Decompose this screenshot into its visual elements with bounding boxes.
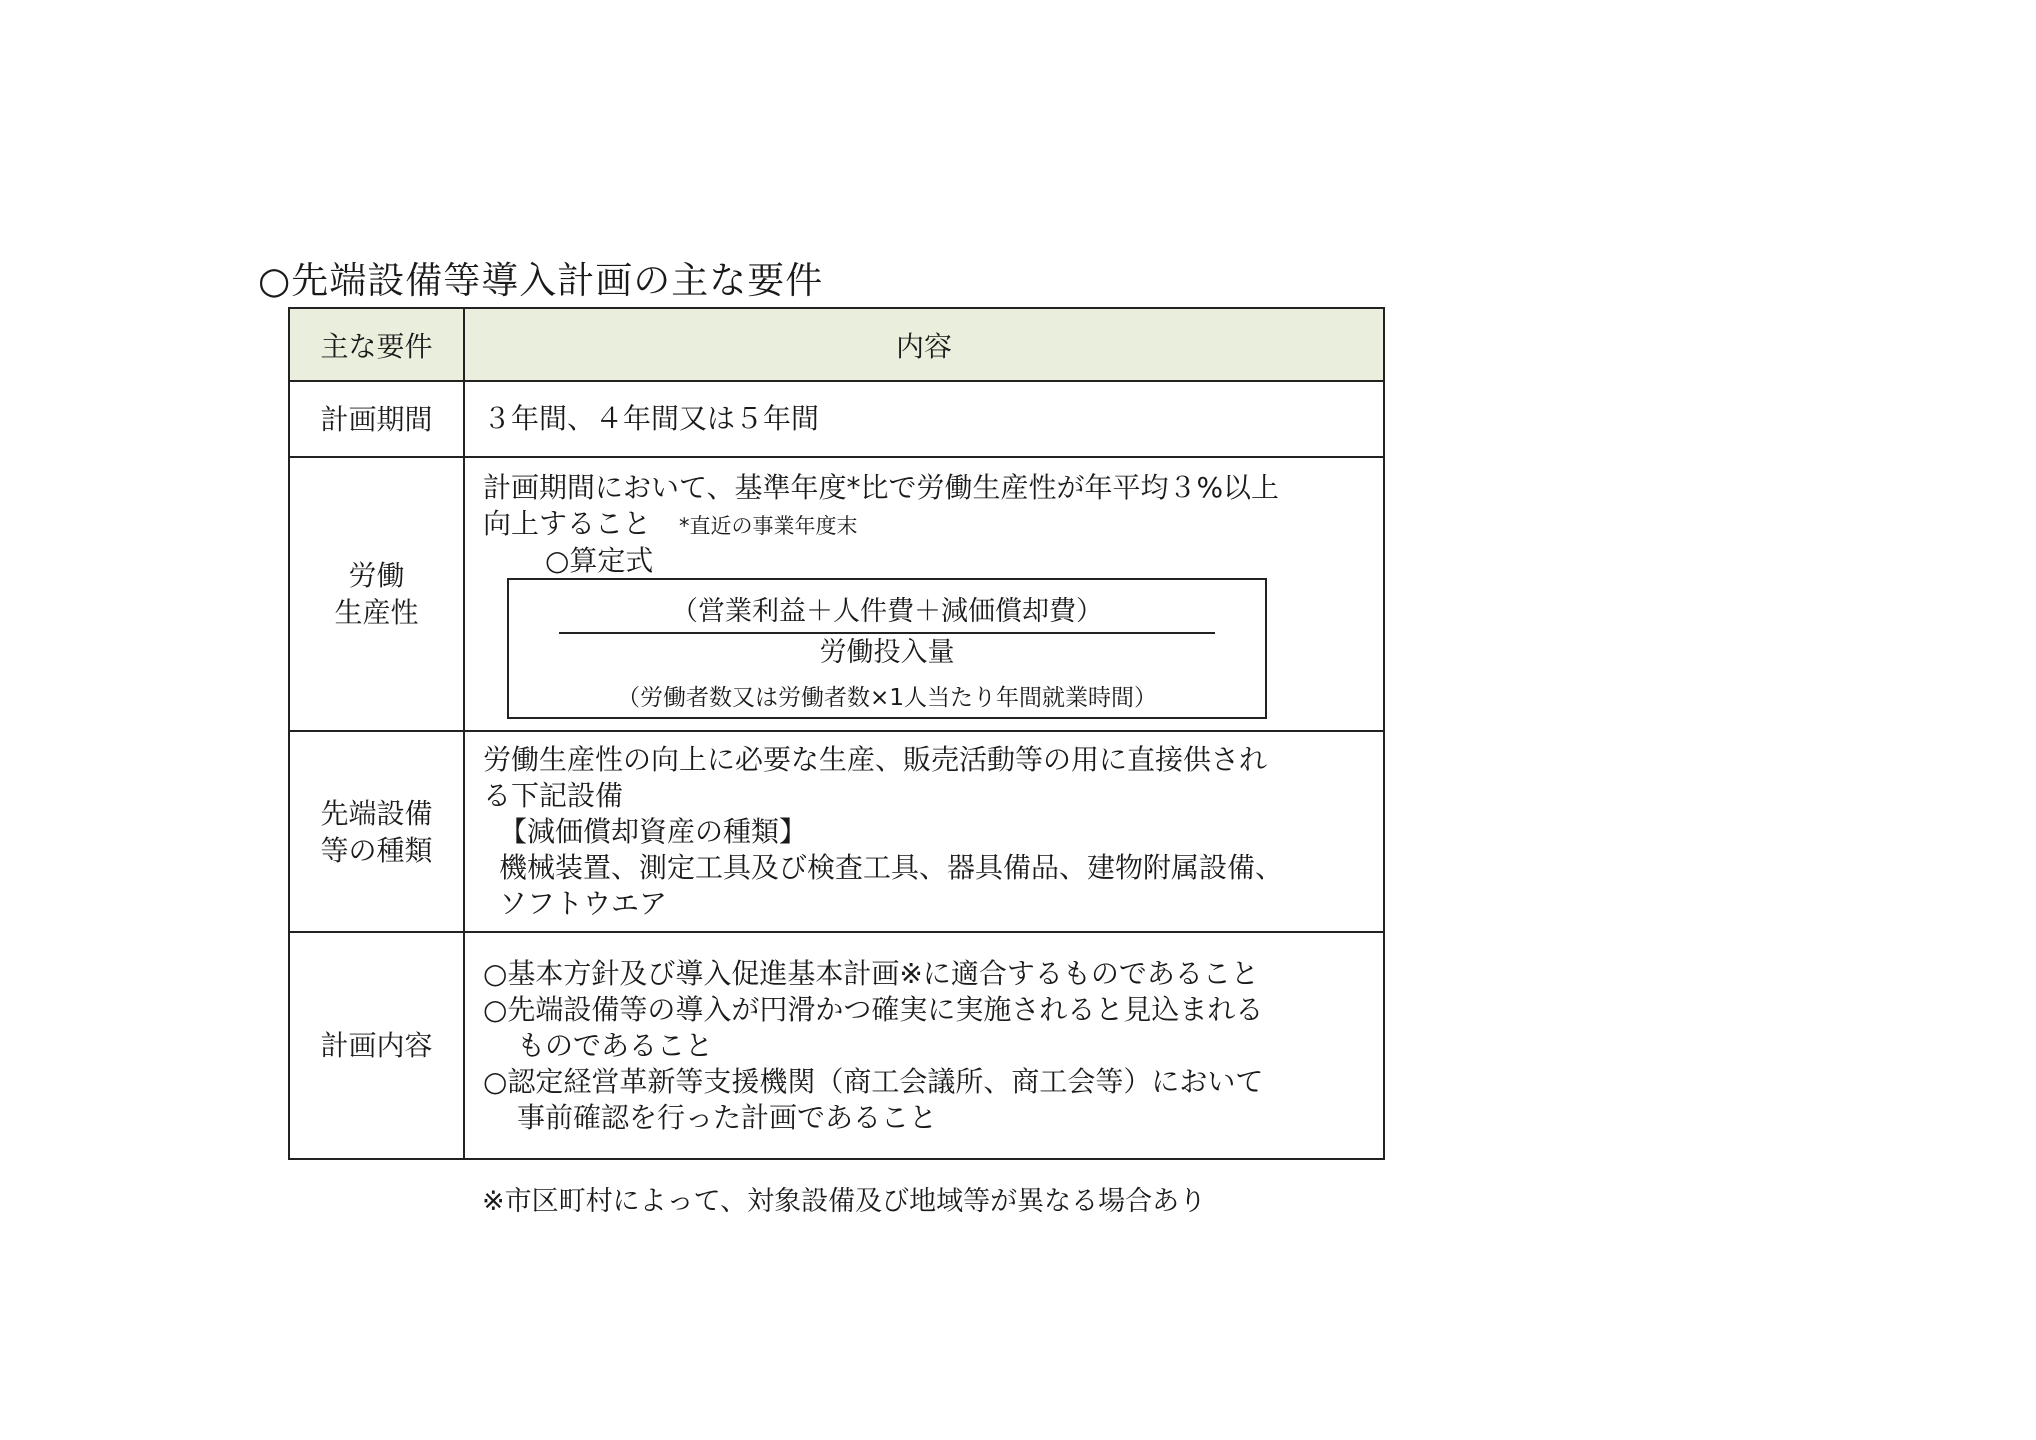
base-year-note: *直近の事業年度末 <box>679 513 858 538</box>
plan-item-3-cont: 事前確認を行った計画であること <box>517 1100 938 1134</box>
equipment-line2: る下記設備 <box>483 778 624 812</box>
fraction-divider <box>559 632 1215 634</box>
plan-item-1: ○基本方針及び導入促進基本計画※に適合するものであること <box>483 956 1259 990</box>
equipment-asset-list-cont: ソフトウエア <box>499 886 668 920</box>
plan-item-2: ○先端設備等の導入が円滑かつ確実に実施されると見込まれる <box>483 992 1264 1026</box>
formula-label: ○算定式 <box>545 543 654 577</box>
productivity-line1: 計画期間において、基準年度*比で労働生産性が年平均３%以上 <box>483 470 1280 504</box>
footnote: ※市区町村によって、対象設備及び地域等が異なる場合あり <box>482 1186 1207 1217</box>
equipment-asset-list: 機械装置、測定工具及び検査工具、器具備品、建物附属設備、 <box>499 850 1284 884</box>
table-row-productivity <box>289 457 1384 731</box>
plan-content <box>464 932 1384 1159</box>
equipment-content <box>464 731 1384 932</box>
page-title: ○先端設備等導入計画の主な要件 <box>258 259 824 302</box>
productivity-line2-wrap <box>483 506 1373 544</box>
formula-denominator-note: （労働者数又は労働者数×1人当たり年間就業時間） <box>617 684 1157 711</box>
productivity-label-line2: 生産性 <box>334 596 419 629</box>
table-row-equipment <box>289 731 1384 932</box>
productivity-label-line1: 労働 <box>348 559 405 592</box>
period-label: 計画期間 <box>289 381 464 457</box>
table-header-row <box>289 308 1384 381</box>
requirements-table <box>288 307 1385 1160</box>
equipment-label-line1: 先端設備 <box>320 796 433 830</box>
plan-label: 計画内容 <box>289 932 464 1159</box>
formula-numerator: （営業利益＋人件費＋減価償却費） <box>671 595 1103 627</box>
plan-item-3: ○認定経営革新等支援機関（商工会議所、商工会等）において <box>483 1064 1264 1098</box>
equipment-label-line2: 等の種類 <box>320 833 433 867</box>
table-row-plan <box>289 932 1384 1159</box>
header-content: 内容 <box>464 308 1384 381</box>
formula-denominator: 労働投入量 <box>819 636 955 668</box>
equipment-label <box>289 731 464 932</box>
equipment-line1: 労働生産性の向上に必要な生産、販売活動等の用に直接供され <box>483 742 1268 776</box>
productivity-label <box>289 457 464 731</box>
productivity-line2: 向上すること <box>483 506 652 540</box>
period-content <box>464 381 1384 457</box>
header-requirement: 主な要件 <box>289 308 464 381</box>
table-row-period <box>289 381 1384 457</box>
formula-box <box>507 578 1267 719</box>
productivity-content <box>464 457 1384 731</box>
period-text: ３年間、４年間又は５年間 <box>483 402 820 435</box>
plan-item-2-cont: ものであること <box>517 1028 714 1062</box>
equipment-asset-heading: 【減価償却資産の種類】 <box>499 814 808 848</box>
